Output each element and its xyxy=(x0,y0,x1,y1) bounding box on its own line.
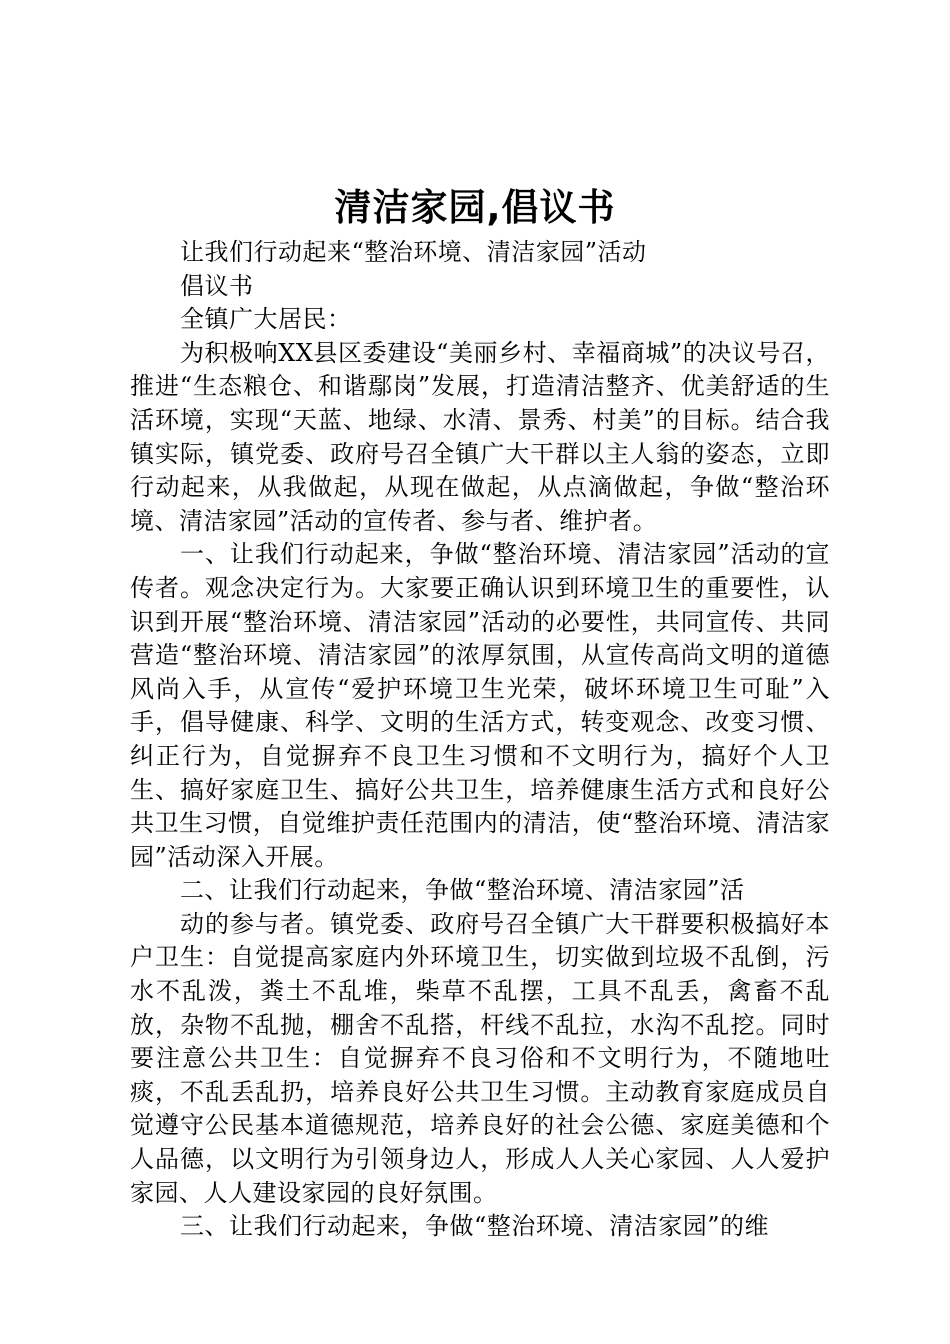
paragraph-salutation: 全镇广大居民： xyxy=(180,305,352,334)
paragraph-intro: 为积极响XX县区委建设“美丽乡村、幸福商城”的决议号召，推进“生态粮仓、和谐鄢岗”发展，打造清洁整齐、优美舒适的生活环境，实现“天蓝、地绿、水清、景秀、村美”的目标。结合我镇实际，镇党委、政府号召全镇广大干群以主人翁的姿态，立即行动起来，从我做起，从现在做起，从点滴做起，争做“整治环境、清洁家园”活动的宣传者、参与者、维护者。 xyxy=(130,338,830,535)
paragraph-section-two-body: 动的参与者。镇党委、政府号召全镇广大干群要积极搞好本户卫生：自觉提高家庭内外环境卫生，切实做到垃圾不乱倒，污水不乱泼，粪土不乱堆，柴草不乱摆，工具不乱丢，禽畜不乱放，杂物不乱抛，棚舍不乱搭，杆线不乱拉，水沟不乱挖。同时要注意公共卫生：自觉摒弃不良习俗和不文明行为，不随地吐痰，不乱丢乱扔，培养良好公共卫生习惯。主动教育家庭成员自觉遵守公民基本道德规范，培养良好的社会公德、家庭美德和个人品德，以文明行为引领身边人，形成人人关心家园、人人爱护家园、人人建设家园的良好氛围。 xyxy=(130,909,830,1207)
document-title: 清洁家园,倡议书 xyxy=(334,186,616,229)
paragraph-section-one: 一、让我们行动起来，争做“整治环境、清洁家园”活动的宣传者。观念决定行为。大家要正确认识到环境卫生的重要性，认识到开展“整治环境、清洁家园”活动的必要性，共同宣传、共同营造“整治环境、清洁家园”的浓厚氛围，从宣传高尚文明的道德风尚入手，从宣传“爱护环境卫生光荣，破坏环境卫生可耻”入手，倡导健康、科学、文明的生活方式，转变观念、改变习惯、纠正行为，自觉摒弃不良卫生习惯和不文明行为，搞好个人卫生、搞好家庭卫生、搞好公共卫生，培养健康生活方式和良好公共卫生习惯，自觉维护责任范围内的清洁，使“整治环境、清洁家园”活动深入开展。 xyxy=(130,540,830,871)
document-body xyxy=(130,236,830,1244)
paragraph-section-two-heading: 二、让我们行动起来，争做“整治环境、清洁家园”活 xyxy=(180,876,745,905)
paragraph-subtitle-line: 让我们行动起来“整治环境、清洁家园”活动 xyxy=(180,238,647,266)
paragraph-section-three: 三、让我们行动起来，争做“整治环境、清洁家园”的维 xyxy=(180,1212,770,1241)
paragraph-subtitle-heading: 倡议书 xyxy=(180,271,254,300)
